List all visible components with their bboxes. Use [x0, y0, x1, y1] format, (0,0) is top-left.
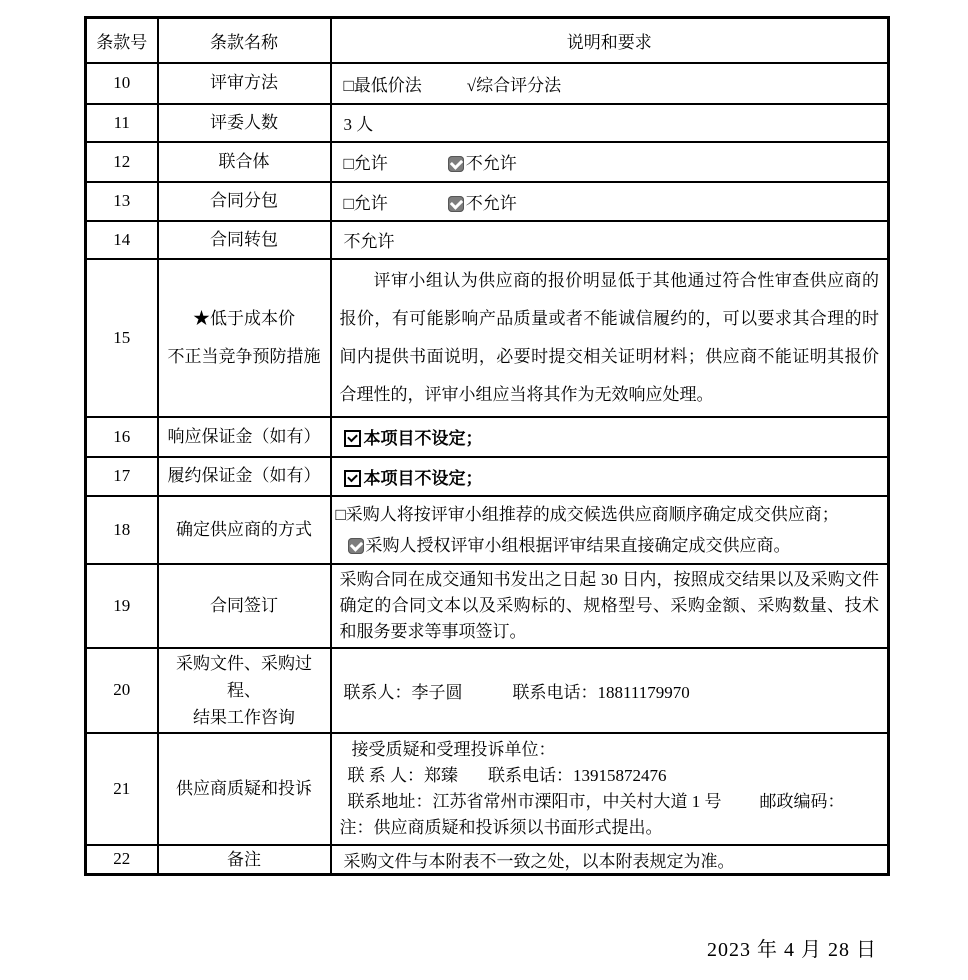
document-date: 2023 年 4 月 28 日 [707, 939, 877, 961]
table-row [86, 259, 889, 417]
contact-address: 联系地址：江苏省常州市溧阳市，中关村大道 1 号 [347, 791, 722, 811]
table-header-row [86, 18, 889, 63]
checkbox-checked-icon [448, 196, 464, 212]
clause-no: 18 [86, 496, 158, 564]
table-row [86, 221, 889, 259]
complaint-address-line [338, 789, 882, 815]
clause-name: 评审方法 [158, 63, 331, 104]
clause-no: 17 [86, 457, 158, 496]
clause-desc [331, 182, 889, 221]
clause-name: 评委人数 [158, 104, 331, 142]
table-row [86, 104, 889, 142]
clause-no: 11 [86, 104, 158, 142]
option-checkmark: √综合评分法 [466, 75, 562, 95]
table-row [86, 142, 889, 182]
checkbox-checked-bold-icon [344, 470, 361, 487]
clause-name: 合同签订 [158, 564, 331, 648]
clause-no: 10 [86, 63, 158, 104]
complaint-contact-line [338, 763, 882, 789]
table-row [86, 496, 889, 564]
clause-name: 供应商质疑和投诉 [158, 733, 331, 845]
clause-no: 20 [86, 648, 158, 733]
header-clause-desc: 说明和要求 [331, 18, 889, 63]
header-clause-no: 条款号 [86, 18, 158, 63]
table-row [86, 63, 889, 104]
clause-desc [331, 63, 889, 104]
clause-desc: 不允许 [331, 221, 889, 259]
clause-no: 19 [86, 564, 158, 648]
option-label: 本项目不设定； [363, 429, 483, 448]
clause-desc [331, 457, 889, 496]
clause-desc [331, 496, 889, 564]
clause-name: 联合体 [158, 142, 331, 182]
clause-desc: 评审小组认为供应商的报价明显低于其他通过符合性审查供应商的报价，有可能影响产品质量或者不能诚信履约的，可以要求其合理的时间内提供书面说明，必要时提交相关证明材料；供应商不能证明其报价合理性的，评审小组应当将其作为无效响应处理。 [331, 259, 889, 417]
option-checked [344, 429, 483, 448]
clause-name-line: 不正当竞争预防措施 [167, 346, 321, 366]
checkbox-checked-icon [448, 156, 464, 172]
table-row [86, 417, 889, 457]
table-row [86, 733, 889, 845]
clause-name: 响应保证金（如有） [158, 417, 331, 457]
clause-no: 14 [86, 221, 158, 259]
clause-name: 履约保证金（如有） [158, 457, 331, 496]
contact-person: 联 系 人：郑臻 [347, 765, 458, 785]
clause-desc [331, 417, 889, 457]
clause-name-line: ★低于成本价 [193, 308, 295, 328]
clause-name-line: 采购文件、采购过程、 [176, 653, 312, 700]
clause-name: 合同转包 [158, 221, 331, 259]
clause-no: 12 [86, 142, 158, 182]
header-clause-name: 条款名称 [158, 18, 331, 63]
table-row [86, 845, 889, 875]
option-checked [448, 194, 517, 213]
clause-desc [331, 648, 889, 733]
option-unchecked: □采购人将按评审小组推荐的成交候选供应商顺序确定成交供应商； [335, 504, 839, 524]
contact-person: 联系人：李子圆 [343, 682, 463, 702]
option-label: 采购人授权评审小组根据评审结果直接确定成交供应商。 [365, 535, 791, 555]
option-checked [344, 469, 483, 488]
table-row [86, 564, 889, 648]
clause-no: 22 [86, 845, 158, 875]
postal-code-label: 邮政编码： [759, 791, 845, 811]
clause-desc: 采购文件与本附表不一致之处，以本附表规定为准。 [331, 845, 889, 875]
table-row [86, 457, 889, 496]
clause-name: 确定供应商的方式 [158, 496, 331, 564]
clause-name: 合同分包 [158, 182, 331, 221]
checkbox-checked-icon [348, 538, 364, 554]
option-unchecked: □允许 [343, 154, 388, 173]
clause-desc: 采购合同在成交通知书发出之日起 30 日内，按照成交结果以及采购文件确定的合同文本以及采购标的、规格型号、采购金额、采购数量、技术和服务要求等事项签订。 [331, 564, 889, 648]
option-label: 不允许 [465, 154, 517, 173]
clause-no: 16 [86, 417, 158, 457]
contact-phone: 联系电话：18811179970 [512, 682, 690, 702]
clause-desc [331, 733, 889, 845]
clause-no: 21 [86, 733, 158, 845]
complaint-unit-line: 接受质疑和受理投诉单位： [351, 739, 556, 759]
table-row [86, 182, 889, 221]
contact-phone: 联系电话：13915872476 [488, 765, 667, 785]
clause-name [158, 648, 331, 733]
clauses-table [84, 16, 890, 876]
clause-no: 15 [86, 259, 158, 417]
option-unchecked: □允许 [343, 193, 388, 213]
clause-name [158, 259, 331, 417]
clause-name-line: 结果工作咨询 [193, 707, 295, 727]
clause-desc [331, 142, 889, 182]
option-checked [448, 154, 517, 173]
checkbox-checked-bold-icon [344, 430, 361, 447]
option-unchecked: □最低价法 [343, 75, 422, 95]
option-label: 不允许 [465, 193, 517, 213]
option-label: 本项目不设定； [363, 468, 483, 488]
clause-no: 13 [86, 182, 158, 221]
table-row [86, 648, 889, 733]
clause-desc: 3 人 [331, 104, 889, 142]
option-checked [336, 530, 884, 561]
complaint-note-line: 注：供应商质疑和投诉须以书面形式提出。 [339, 817, 663, 837]
clause-name: 备注 [158, 845, 331, 875]
